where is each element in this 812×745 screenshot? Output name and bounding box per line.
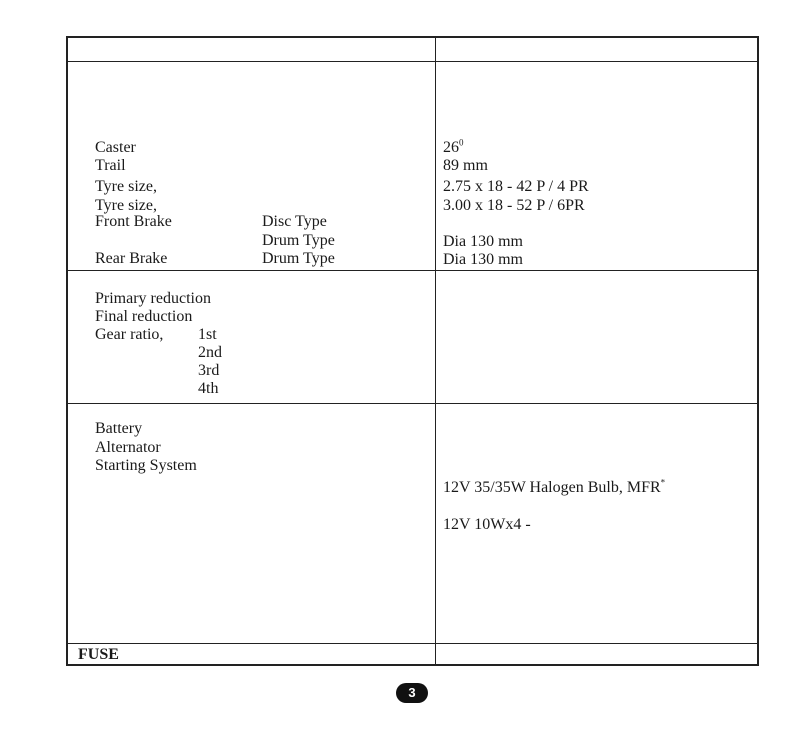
spec-table [66, 36, 759, 666]
asterisk-mark: * [660, 477, 666, 488]
front-brake-label: Front Brake [95, 213, 172, 230]
rear-brake-type: Drum Type [262, 250, 335, 267]
trail-label: Trail [95, 157, 126, 174]
tyre-size-front-value: 2.75 x 18 - 42 P / 4 PR [443, 178, 589, 195]
gear-3rd: 3rd [198, 362, 220, 379]
page-number-badge: 3 [396, 683, 428, 703]
alternator-label: Alternator [95, 439, 161, 456]
tyre-size-rear-label: Tyre size, [95, 197, 157, 214]
column-divider [435, 38, 436, 664]
front-brake-drum-value: Dia 130 mm [443, 233, 523, 250]
headlamp-value: 12V 35/35W Halogen Bulb, MFR* [443, 477, 666, 496]
front-brake-disc-type: Disc Type [262, 213, 327, 230]
final-reduction-label: Final reduction [95, 308, 193, 325]
tyre-size-rear-value: 3.00 x 18 - 52 P / 6PR [443, 197, 585, 214]
gear-4th: 4th [198, 380, 219, 397]
row-divider-chassis [68, 270, 757, 271]
degree-mark: 0 [459, 137, 464, 148]
row-divider-transmission [68, 403, 757, 404]
tyre-size-front-label: Tyre size, [95, 178, 157, 195]
gear-ratio-label: Gear ratio, [95, 326, 164, 343]
gear-1st: 1st [198, 326, 217, 343]
battery-label: Battery [95, 420, 143, 437]
front-brake-drum-type: Drum Type [262, 232, 335, 249]
rear-brake-label: Rear Brake [95, 250, 168, 267]
indicator-value: 12V 10Wx4 - [443, 516, 531, 533]
row-divider-header [68, 61, 757, 62]
trail-value: 89 mm [443, 157, 488, 174]
fuse-label: FUSE [78, 646, 119, 663]
primary-reduction-label: Primary reduction [95, 290, 211, 307]
gear-2nd: 2nd [198, 344, 222, 361]
rear-brake-value: Dia 130 mm [443, 251, 523, 268]
starting-system-label: Starting System [95, 457, 197, 474]
caster-value: $26^0$ [443, 137, 464, 156]
caster-label: Caster [95, 139, 136, 156]
row-divider-electrical [68, 643, 757, 644]
